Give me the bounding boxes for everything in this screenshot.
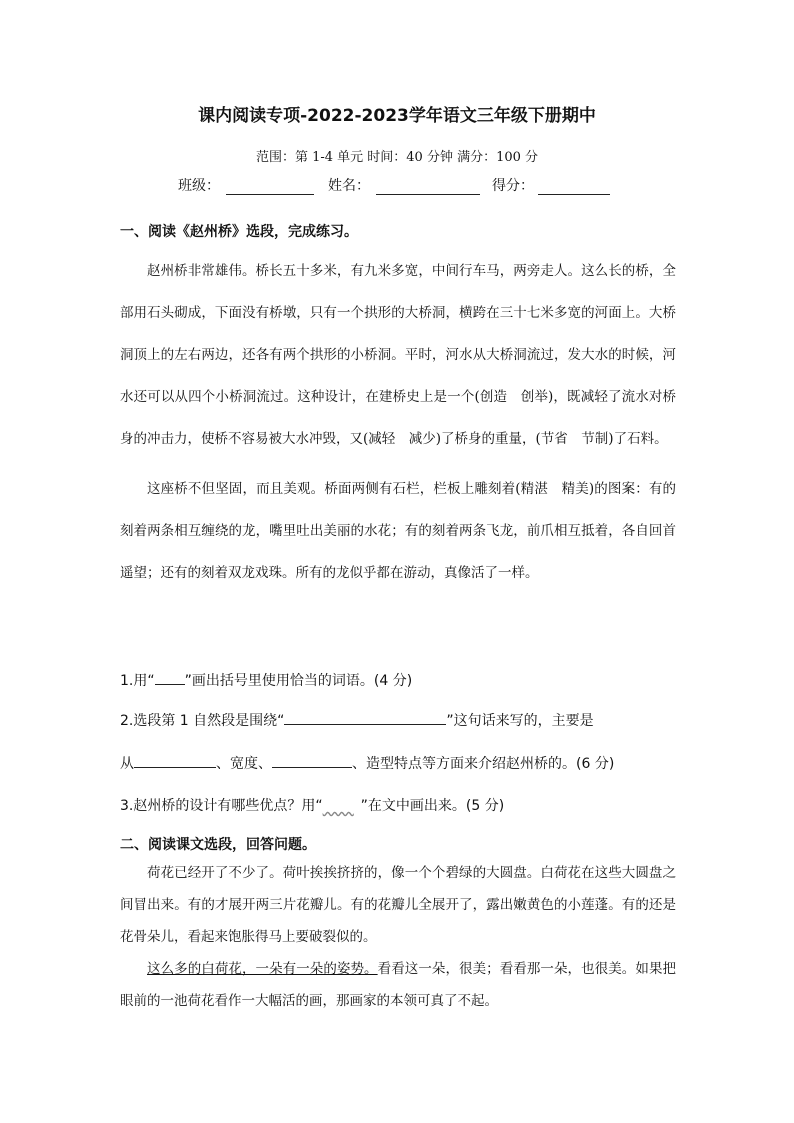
student-info-row	[178, 175, 610, 195]
question-1-text-a: 1.用“	[120, 673, 155, 689]
question-1-mark-sample	[155, 669, 185, 685]
lotus-paragraph-2	[120, 953, 676, 1017]
question-3	[120, 795, 680, 815]
question-2-blank-1[interactable]	[284, 709, 446, 725]
question-2-text-c: 从	[120, 756, 134, 772]
score-field[interactable]	[538, 178, 610, 195]
question-1-text-b: ”画出括号里使用恰当的词语。(4 分)	[184, 673, 413, 689]
score-label: 得分：	[492, 178, 534, 194]
question-2-line-2	[120, 752, 680, 773]
question-2-text-b: ”这句话来写的，主要是	[446, 713, 594, 729]
question-3-text-b: ”在文中画出来。(5 分)	[360, 798, 505, 814]
page-title: 课内阅读专项-2022-2023学年语文三年级下册期中	[198, 106, 596, 126]
passage-paragraph-1: 赵州桥非常雄伟。桥长五十多米，有九米多宽，中间行车马，两旁走人。这么长的桥，全部用石头砌成，下面没有桥墩，只有一个拱形的大桥洞，横跨在三十七米多宽的河面上。大桥洞顶上的左右两边，还各有两个拱形的小桥洞。平时，河水从大桥洞流过，发大水的时候，河水还可以从四个小桥洞流过。这种设计，在建桥史上是一个(创造 创举)，既减轻了流水对桥身的冲击力，使桥不容易被大水冲毁，又(减轻 减少)了桥身的重量，(节省 节制)了石料。	[120, 263, 676, 447]
question-3-wavy-mark-sample	[323, 798, 361, 813]
name-label: 姓名：	[328, 178, 370, 194]
class-field[interactable]	[226, 178, 314, 195]
passage-paragraph-2: 这座桥不但坚固，而且美观。桥面两侧有石栏，栏板上雕刻着(精湛 精美)的图案：有的刻着两条相互缠绕的龙，嘴里吐出美丽的水花；有的刻着两条飞龙，前爪相互抵着，各自回首遥望；还有的刻着双龙戏珠。所有的龙似乎都在游动，真像活了一样。	[120, 481, 676, 581]
lotus-underlined-sentence: 这么多的白荷花，一朵有一朵的姿势。	[147, 961, 378, 977]
passage-lotus	[120, 857, 676, 1017]
section-1-heading: 一、阅读《赵州桥》选段，完成练习。	[120, 224, 358, 240]
section-2-heading: 二、阅读课文选段，回答问题。	[120, 837, 316, 853]
name-field[interactable]	[376, 178, 480, 195]
question-2	[120, 709, 680, 730]
question-2-text-e: 、造型特点等方面来介绍赵州桥的。(6 分)	[352, 756, 615, 772]
exam-meta: 范围：第 1-4 单元 时间：40 分钟 满分：100 分	[255, 150, 539, 165]
question-2-text-d: 、宽度、	[216, 756, 272, 772]
question-3-text-a: 3.赵州桥的设计有哪些优点？用“	[120, 798, 323, 814]
question-2-blank-2[interactable]	[134, 752, 216, 768]
question-2-blank-3[interactable]	[272, 752, 352, 768]
lotus-paragraph-2-rest: 看看这一朵，很美；看看那一朵，也很美。如果把眼前的一池荷花看作一大幅活的画，那画家的本领可真了不起。	[120, 961, 677, 1009]
class-label: 班级：	[178, 178, 220, 194]
passage-zhaozhou-bridge	[120, 250, 676, 594]
question-2-text-a: 2.选段第 1 自然段是围绕“	[120, 713, 285, 729]
question-1	[120, 669, 680, 690]
lotus-paragraph-1: 荷花已经开了不少了。荷叶挨挨挤挤的，像一个个碧绿的大圆盘。白荷花在这些大圆盘之间冒出来。有的才展开两三片花瓣儿。有的花瓣儿全展开了，露出嫩黄色的小莲蓬。有的还是花骨朵儿，看起来饱胀得马上要破裂似的。	[120, 865, 676, 945]
